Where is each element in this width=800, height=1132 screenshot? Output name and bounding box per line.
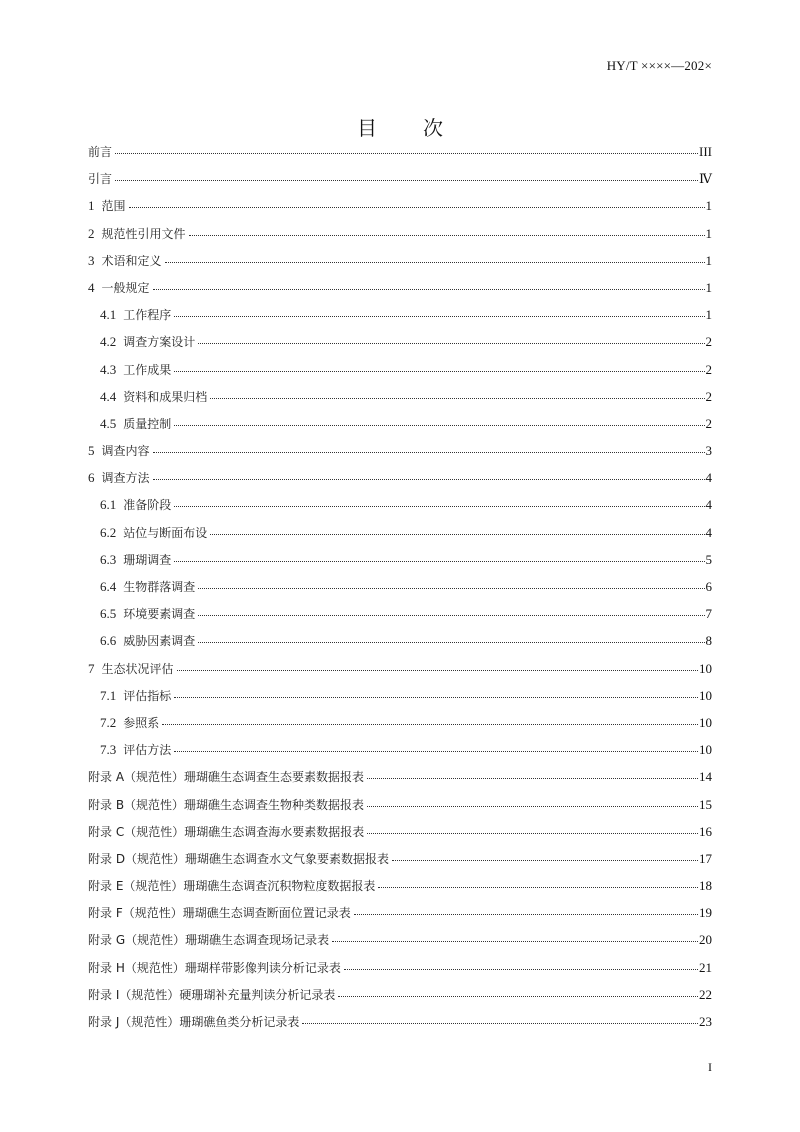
toc-entry[interactable] — [88, 523, 712, 550]
toc-entry[interactable] — [88, 958, 712, 985]
dot-leader — [189, 223, 705, 236]
dot-leader — [354, 902, 698, 915]
toc-entry-page: 1 — [705, 279, 712, 295]
toc-entry-label — [88, 849, 391, 869]
toc-entry-page: 1 — [705, 307, 712, 323]
toc-entry-label — [100, 305, 173, 325]
toc-entry-text: 工作成果 — [123, 362, 172, 377]
toc-entry-label — [88, 958, 343, 978]
toc-entry-page: 2 — [705, 415, 712, 431]
toc-entry-label — [100, 740, 173, 760]
toc-entry-label — [88, 196, 128, 216]
dot-leader — [367, 821, 698, 834]
toc-entry-number: 6.2 — [100, 524, 117, 540]
toc-entry-text: 生物群落调查 — [123, 580, 196, 594]
toc-entry-number: 2 — [88, 225, 95, 241]
toc-entry-page: 22 — [699, 986, 712, 1002]
dot-leader — [115, 168, 698, 181]
toc-entry-text: 准备阶段 — [123, 498, 172, 513]
toc-entry-number: 3 — [88, 252, 95, 268]
toc-entry-text: 附录 E（规范性）珊瑚礁生态调查沉积物粒度数据报表 — [88, 879, 376, 894]
toc-entry[interactable] — [88, 468, 712, 495]
toc-entry-number: 1 — [88, 198, 95, 214]
toc-entry-page: 23 — [699, 1014, 712, 1029]
toc-entry-text: 一般规定 — [101, 280, 150, 295]
toc-entry-label — [100, 713, 161, 733]
toc-entry[interactable] — [88, 414, 712, 441]
toc-entry-page: 10 — [699, 714, 712, 730]
toc-entry-number: 6.5 — [100, 606, 117, 622]
toc-entry[interactable] — [88, 305, 712, 332]
toc-entry-page: 1 — [705, 198, 712, 214]
toc-entry[interactable] — [88, 659, 712, 686]
toc-entry-text: 附录 F（规范性）珊瑚礁生态调查断面位置记录表 — [88, 906, 351, 921]
dot-leader — [198, 630, 704, 643]
toc-entry-number: 6.3 — [100, 551, 117, 567]
toc-entry-page: 14 — [699, 769, 712, 785]
dot-leader — [153, 467, 705, 480]
dot-leader — [174, 739, 698, 752]
toc-entry-label — [100, 686, 173, 706]
toc-entry-page: 2 — [705, 388, 712, 404]
toc-entry-number: 4.4 — [100, 388, 117, 404]
dot-leader — [338, 984, 698, 997]
dot-leader — [162, 712, 698, 725]
dot-leader — [367, 766, 698, 779]
toc-entry-page: 8 — [705, 633, 712, 649]
page-number: I — [708, 1060, 712, 1074]
dot-leader — [344, 957, 698, 970]
toc-entry-number: 6.1 — [100, 497, 117, 513]
toc-entry-text: 评估指标 — [123, 688, 172, 703]
toc-entry-page: 17 — [699, 850, 712, 866]
toc-entry-label — [100, 577, 197, 597]
toc-entry[interactable] — [88, 550, 712, 577]
toc-entry-page: 16 — [699, 823, 712, 839]
dot-leader — [367, 794, 698, 807]
toc-entry-number: 7.1 — [100, 687, 117, 703]
toc-entry-page: III — [699, 144, 712, 159]
toc-entry-page: 2 — [705, 334, 712, 350]
toc-entry[interactable] — [88, 1012, 712, 1039]
toc-entry-page: 4 — [705, 470, 712, 486]
toc-entry[interactable] — [88, 795, 712, 822]
toc-entry-page: 5 — [705, 551, 712, 567]
toc-entry-label — [88, 985, 337, 1005]
toc-entry[interactable] — [88, 387, 712, 414]
toc-title — [0, 112, 800, 141]
toc-entry-text: 调查方法 — [101, 471, 150, 486]
toc-entry[interactable] — [88, 631, 712, 658]
dot-leader — [177, 658, 698, 671]
toc-entry[interactable] — [88, 822, 712, 849]
toc-entry[interactable] — [88, 876, 712, 903]
toc-entry-text: 附录 A（规范性）珊瑚礁生态调查生态要素数据报表 — [88, 770, 365, 785]
toc-entry-text: 附录 C（规范性）珊瑚礁生态调查海水要素数据报表 — [88, 824, 365, 839]
toc-entry-number: 4.5 — [100, 415, 117, 431]
dot-leader — [210, 522, 704, 535]
toc-entry[interactable] — [88, 713, 712, 740]
toc-entry[interactable] — [88, 196, 712, 223]
toc-entry-label — [88, 278, 152, 298]
toc-entry[interactable] — [88, 142, 712, 169]
toc-entry-label — [88, 930, 331, 950]
toc-entry-label — [100, 495, 173, 515]
toc-entry-page: 6 — [705, 579, 712, 594]
toc-entry-page: 10 — [699, 660, 712, 676]
toc-entry-page: 4 — [705, 524, 712, 540]
toc-entry-label — [100, 523, 209, 543]
toc-entry-number: 7.2 — [100, 714, 117, 730]
toc-entry-number: 7.3 — [100, 742, 117, 758]
toc-entry-page: Ⅳ — [699, 171, 712, 187]
toc-entry-label — [88, 795, 366, 815]
toc-entry-page: 1 — [705, 225, 712, 241]
toc-entry-page: 19 — [699, 905, 712, 921]
toc-entry-label — [88, 224, 188, 244]
toc-entry-label — [88, 142, 114, 162]
toc-entry-page: 3 — [705, 443, 712, 459]
toc-entry-label — [88, 903, 353, 923]
toc-entry[interactable] — [88, 686, 712, 713]
toc-entry-text: 质量控制 — [123, 416, 172, 431]
toc-entry-text: 附录 J（规范性）珊瑚礁鱼类分析记录表 — [88, 1015, 300, 1029]
toc-entry-text: 规范性引用文件 — [101, 226, 186, 241]
toc-entry-number: 4.3 — [100, 361, 117, 377]
dot-leader — [174, 549, 704, 562]
toc-entry-page: 18 — [699, 878, 712, 894]
toc-entry-text: 附录 B（规范性）珊瑚礁生态调查生物种类数据报表 — [88, 797, 365, 812]
toc-entry[interactable] — [88, 224, 712, 251]
toc-entry-page: 15 — [699, 796, 712, 812]
toc-entry-text: 术语和定义 — [101, 253, 162, 268]
toc-entry-text: 生态状况评估 — [101, 661, 174, 676]
toc-entry[interactable] — [88, 495, 712, 522]
toc-entry[interactable] — [88, 767, 712, 794]
toc-entry-number: 6.6 — [100, 633, 117, 649]
toc-entry-label — [100, 360, 173, 380]
toc-entry[interactable] — [88, 441, 712, 468]
dot-leader — [198, 603, 704, 616]
toc-entry[interactable] — [88, 251, 712, 278]
toc-entry[interactable] — [88, 740, 712, 767]
dot-leader — [174, 494, 704, 507]
toc-entry[interactable] — [88, 360, 712, 387]
dot-leader — [392, 848, 698, 861]
dot-leader — [378, 875, 698, 888]
toc-entry-label — [100, 604, 197, 624]
toc-entry-page: 10 — [699, 742, 712, 758]
toc-entry-number: 4.1 — [100, 307, 117, 323]
dot-leader — [153, 440, 705, 453]
toc-entry-text: 参照系 — [123, 715, 160, 730]
standard-code-header: HY/T ××××—202× — [606, 58, 712, 73]
toc-entry-text: 资料和成果归档 — [123, 389, 208, 404]
toc-entry-number: 4.2 — [100, 334, 117, 350]
toc-entry-text: 附录 G（规范性）珊瑚礁生态调查现场记录表 — [88, 933, 330, 948]
toc-entry[interactable] — [88, 169, 712, 196]
toc-entry-page: 21 — [699, 959, 712, 975]
toc-entry-number: 6.4 — [100, 579, 117, 594]
dot-leader — [174, 359, 704, 372]
toc-entry[interactable] — [88, 903, 712, 930]
toc-entry-label — [100, 550, 173, 570]
toc-entry-text: 附录 H（规范性）珊瑚样带影像判读分析记录表 — [88, 960, 341, 975]
toc-entry-text: 环境要素调查 — [123, 607, 196, 622]
toc-entry[interactable] — [88, 278, 712, 305]
toc-entry-page: 2 — [705, 361, 712, 377]
dot-leader — [129, 195, 705, 208]
toc-entry-number: 5 — [88, 443, 95, 459]
dot-leader — [210, 386, 704, 399]
toc-entry-label — [88, 822, 366, 842]
toc-title-char: 目 — [357, 116, 377, 140]
dot-leader — [332, 929, 698, 942]
toc-entry[interactable] — [88, 930, 712, 957]
toc-entry-number: 4 — [88, 279, 95, 295]
toc-entry-label — [100, 414, 173, 434]
dot-leader — [115, 141, 698, 154]
toc-title-char: 次 — [423, 116, 443, 140]
toc-entry-text: 站位与断面布设 — [123, 525, 208, 540]
toc-entry-label — [88, 441, 152, 461]
dot-leader — [153, 277, 705, 290]
dot-leader — [302, 1011, 698, 1024]
toc-entry-label — [100, 332, 197, 352]
toc-entry[interactable] — [88, 332, 712, 359]
toc-entry-page: 10 — [699, 687, 712, 703]
toc-entry-text: 附录 I（规范性）硬珊瑚补充量判读分析记录表 — [88, 987, 336, 1002]
dot-leader — [165, 250, 705, 263]
toc-entry-text: 前言 — [88, 145, 113, 159]
toc-entry-label — [88, 251, 164, 271]
toc-entry-text: 引言 — [88, 172, 113, 187]
table-of-contents — [88, 142, 712, 1039]
toc-entry-page: 4 — [705, 497, 712, 513]
toc-entry-text: 珊瑚调查 — [123, 552, 172, 567]
toc-entry-text: 威胁因素调查 — [123, 634, 196, 649]
toc-entry-text: 调查内容 — [101, 444, 150, 459]
toc-entry-number: 6 — [88, 470, 95, 486]
toc-entry-label — [88, 1012, 301, 1032]
toc-entry[interactable] — [88, 985, 712, 1012]
dot-leader — [174, 304, 704, 317]
toc-entry-label — [88, 767, 366, 787]
toc-entry-label — [100, 387, 209, 407]
dot-leader — [198, 331, 704, 344]
toc-entry-text: 调查方案设计 — [123, 335, 196, 350]
toc-entry-text: 范围 — [101, 199, 126, 214]
toc-entry-page: 1 — [705, 252, 712, 268]
dot-leader — [174, 413, 704, 426]
toc-entry-page: 20 — [699, 932, 712, 948]
toc-entry-label — [88, 169, 114, 189]
toc-entry-number: 7 — [88, 660, 95, 676]
toc-entry-text: 附录 D（规范性）珊瑚礁生态调查水文气象要素数据报表 — [88, 851, 390, 866]
toc-entry[interactable] — [88, 577, 712, 604]
toc-entry-text: 评估方法 — [123, 743, 172, 758]
toc-entry-label — [100, 631, 197, 651]
toc-entry-page: 7 — [705, 606, 712, 622]
toc-entry-text: 工作程序 — [123, 308, 172, 323]
toc-entry-label — [88, 468, 152, 488]
toc-entry-label — [88, 659, 176, 679]
toc-entry[interactable] — [88, 604, 712, 631]
dot-leader — [198, 576, 704, 589]
toc-entry-label — [88, 876, 377, 896]
toc-entry[interactable] — [88, 849, 712, 876]
dot-leader — [174, 685, 698, 698]
